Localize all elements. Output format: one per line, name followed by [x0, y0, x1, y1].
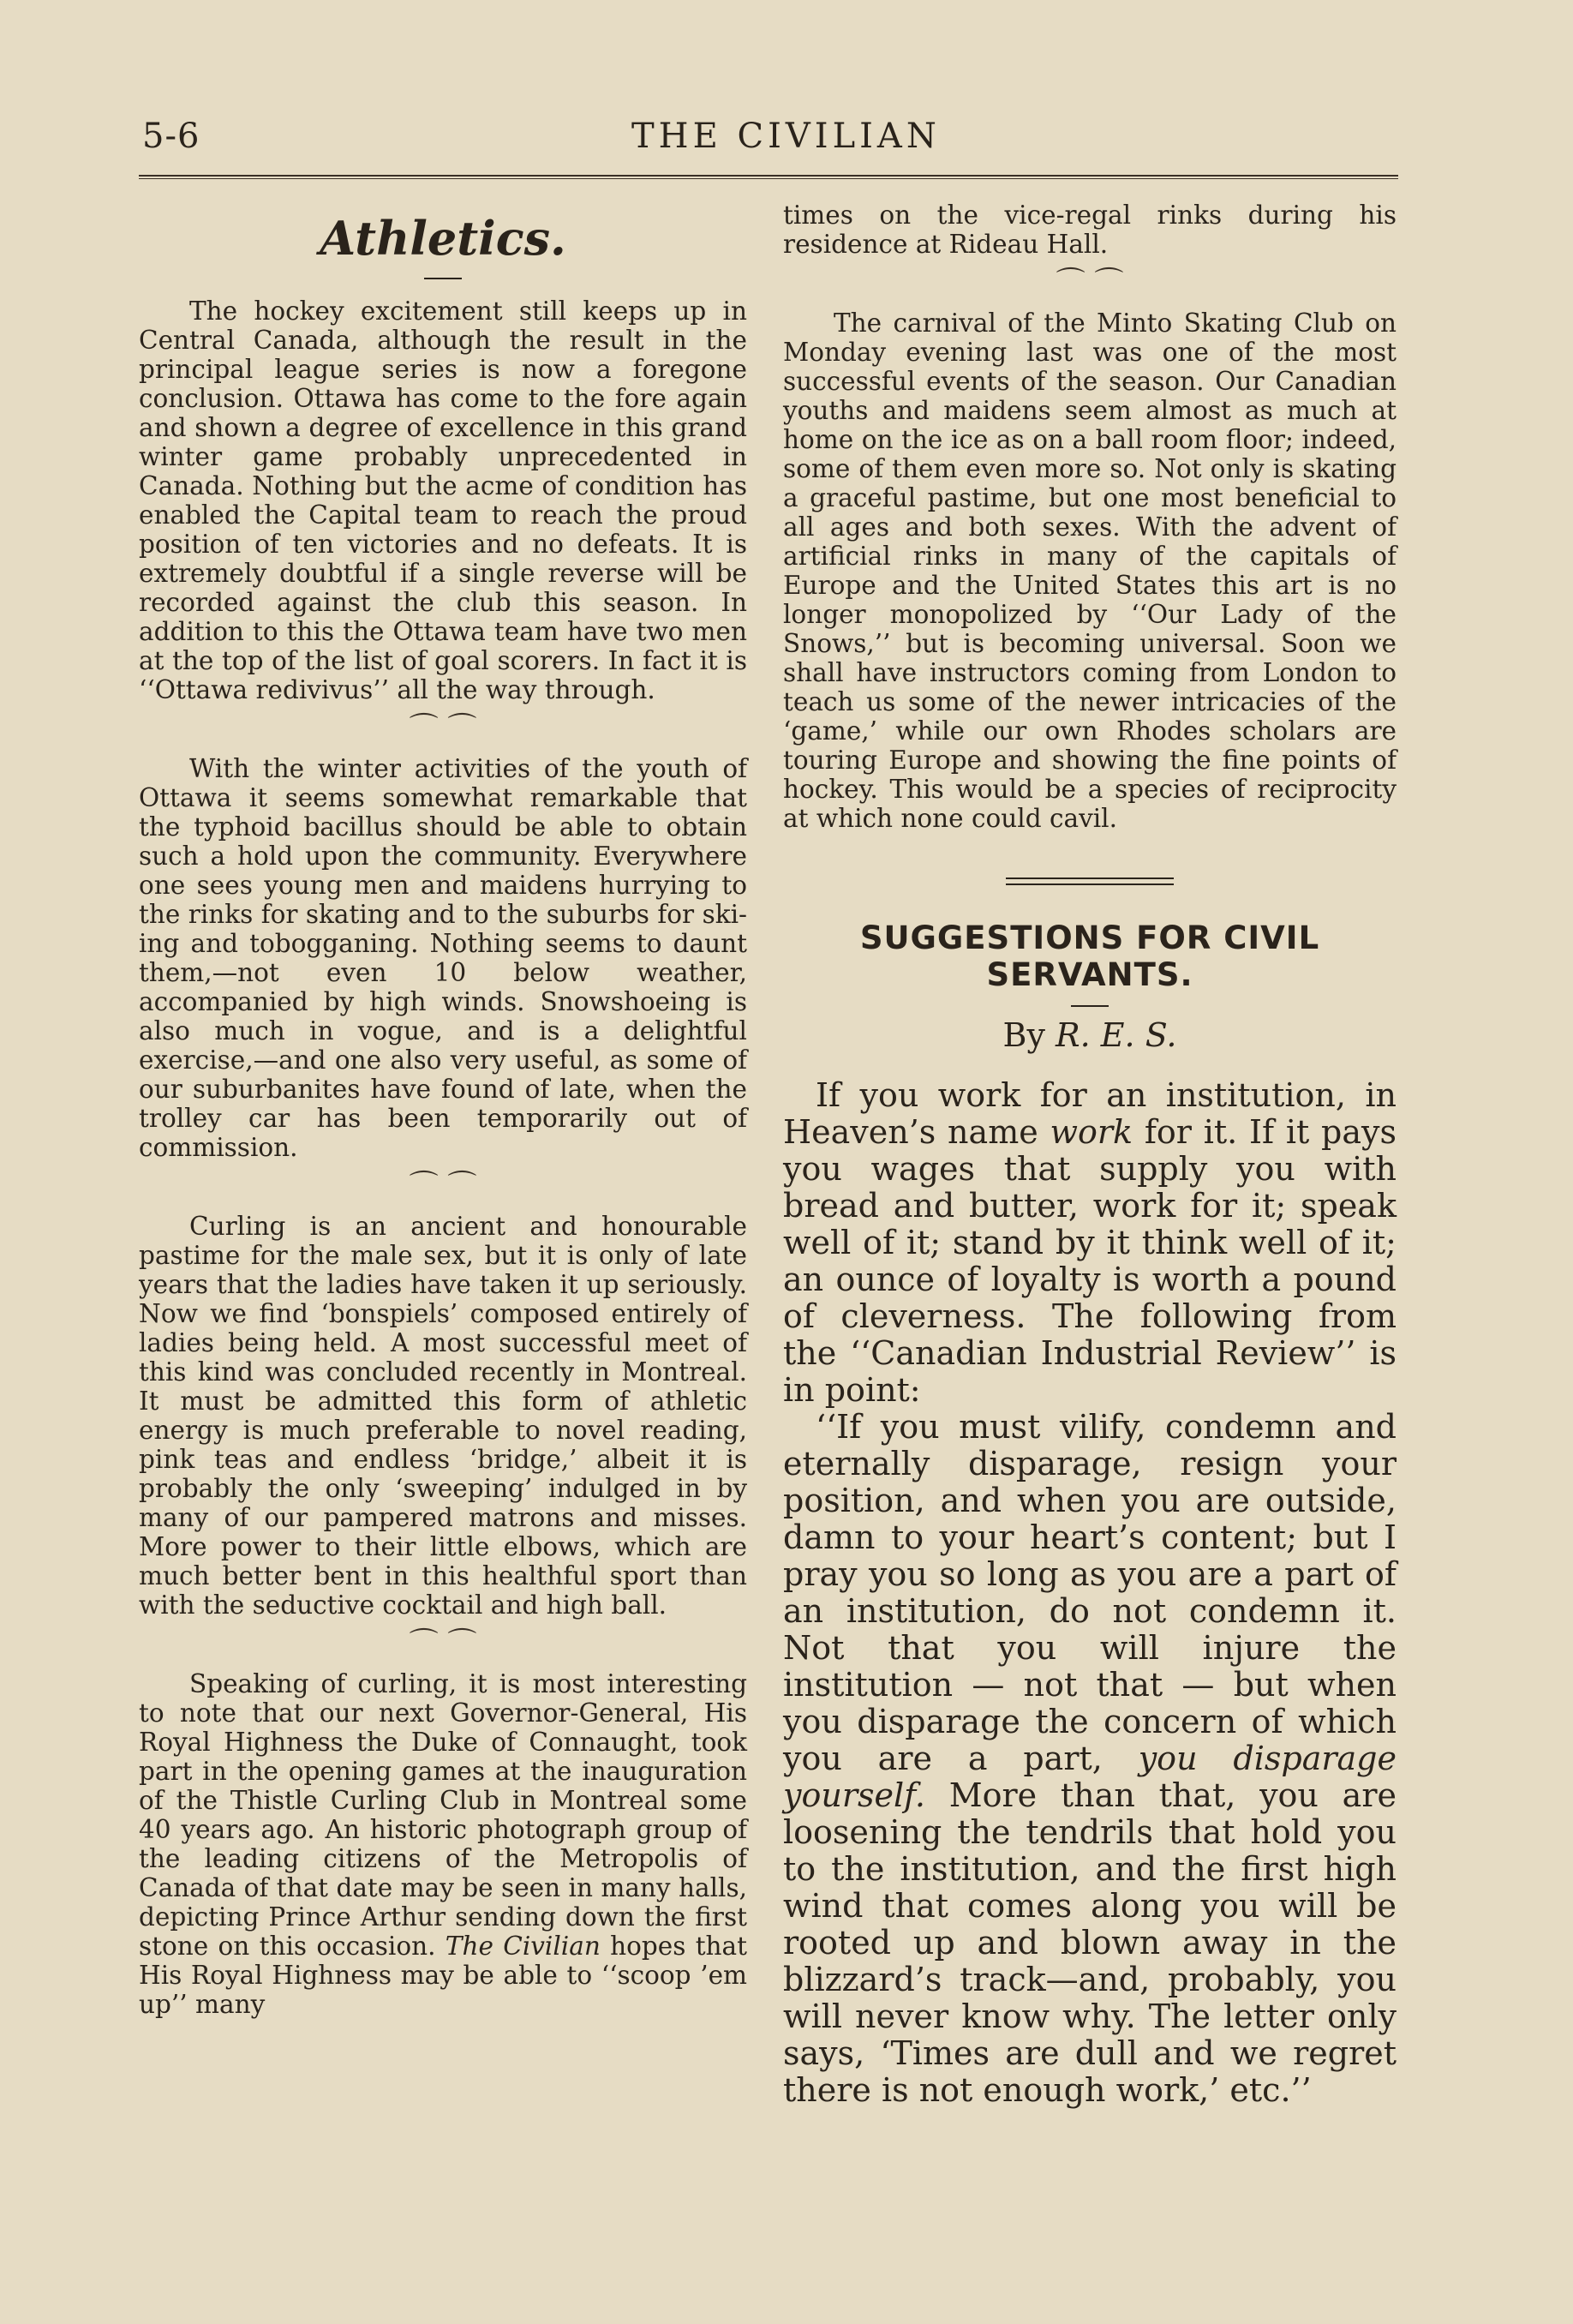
- title-dash: [424, 278, 462, 279]
- p2-italic: you disparage yourself.: [783, 1740, 1397, 1814]
- page-number: 5-6: [142, 117, 200, 156]
- suggestions-paragraph-1: [783, 1077, 1397, 1409]
- page-header: [139, 113, 1398, 165]
- para4-tail: hopes that His Royal Highness may be able to ‘‘scoop ’em up’’ many: [139, 1932, 748, 2019]
- left-column: [139, 201, 747, 2019]
- para4-italic: The Civilian: [445, 1932, 601, 1961]
- p1-end: for it. If it pays you wages that supply you with bread and butter, work for it; speak well of it; stand by it think well of it; an ounce of loyalty is worth a pound of cleverness. The following from the ‘‘Canadian Industrial Review’’ is in point:: [783, 1113, 1397, 1409]
- athletics-continuation: times on the vice-regal rinks during his residence at Rideau Hall.: [783, 201, 1397, 259]
- suggestions-title: SUGGESTIONS FOR CIVIL SERVANTS.: [859, 919, 1320, 993]
- ornament-divider: ⌒ ⌒: [409, 1169, 477, 1203]
- p1-italic: work: [1050, 1113, 1133, 1151]
- ornament-divider: ⌒ ⌒: [409, 1626, 477, 1661]
- athletics-paragraph-4: [139, 1669, 747, 2019]
- p2-end: More than that, you are loosening the tendrils that hold you to the institution, and the first high wind that comes along you will be rooted up and blown away in the blizzard’s track—and, probably, you will never know why. The letter only says, ‘Times are dull and we regret there is not enough work,’ etc.’’: [783, 1776, 1397, 2109]
- athletics-paragraph-3: Curling is an ancient and honourable pastime for the male sex, but it is only of late years that the ladies have taken it up seriously. Now we find ‘bonspiels’ composed entirely of ladies being held. A most successful meet of this kind was concluded recently in Montreal. It must be admitted this form of athletic energy is much preferable to novel reading, pink teas and endless ‘bridge,’ albeit it is probably the only ‘sweeping’ indulged in by many of our pampered matrons and misses. More power to their little elbows, which are much better bent in this healthful sport than with the seductive cocktail and high ball.: [139, 1212, 747, 1620]
- p1-start: If you work for an institution, in Heaven’s name: [783, 1076, 1397, 1151]
- ornament-divider: ⌒ ⌒: [409, 711, 477, 746]
- title-dash: [1071, 1005, 1109, 1007]
- athletics-paragraph-2: With the winter activities of the youth of Ottawa it seems somewhat remarkable that the typhoid bacillus should be able to obtain such a hold upon the community. Everywhere one sees young men and maidens hurrying to the rinks for skating and to the suburbs for ski-ing and tobogganing. Nothing seems to daunt them,—not even 10 below weather, accompanied by high winds. Snowshoeing is also much in vogue, and is a delightful exercise,—and one also very useful, as some of our suburbanites have found of late, when the trolley car has been temporarily out of commission.: [139, 754, 747, 1162]
- athletics-title: Athletics.: [320, 211, 566, 266]
- header-rule: [139, 175, 1398, 179]
- athletics-paragraph-1: The hockey excitement still keeps up in Central Canada, although the result in the principal league series is now a foregone conclusion. Ottawa has come to the fore again and shown a degree of excellence in this grand winter game probably unprecedented in Canada. Nothing but the acme of condition has enabled the Capital team to reach the proud position of ten victories and no defeats. It is extremely doubtful if a single reverse will be recorded against the club this season. In addition to this the Ottawa team have two men at the top of the list of goal scorers. In fact it is ‘‘Ottawa redivivus’’ all the way through.: [139, 296, 747, 704]
- suggestions-paragraph-2: [783, 1409, 1397, 2109]
- carnival-paragraph: The carnival of the Minto Skating Club on Monday evening last was one of the most successful events of the season. Our Canadian youths and maidens seem almost as much at home on the ice as on a ball room floor; indeed, some of them even more so. Not only is skating a graceful pastime, but one most beneficial to all ages and both sexes. With the advent of artificial rinks in many of the capitals of Europe and the United States this art is no longer monopolized by ‘‘Our Lady of the Snows,’’ but is becoming universal. Soon we shall have instructors coming from London to teach us some of the newer intricacies of the ‘game,’ while our own Rhodes scholars are touring Europe and showing the fine points of hockey. This would be a species of reciprocity at which none could cavil.: [783, 308, 1397, 833]
- right-column: [783, 201, 1397, 2109]
- byline-initials: R. E. S.: [1056, 1016, 1177, 1054]
- byline-prefix: By: [1002, 1016, 1045, 1054]
- section-double-rule: [1006, 877, 1174, 885]
- p2-start: ‘‘If you must vilify, condemn and eternally disparage, resign your position, and when you are outside, damn to your heart’s content; but I pray you so long as you are a part of an institution, do not condemn it. Not that you will injure the institution — not that — but when you disparage the concern of which you are a part,: [783, 1408, 1397, 1777]
- byline: [783, 1014, 1397, 1057]
- ornament-divider: ⌒ ⌒: [1056, 266, 1124, 300]
- para4-body: Speaking of curling, it is most interesting to note that our next Governor-General, His Royal Highness the Duke of Connaught, took part in the opening games at the inauguration of the Thistle Curling Club in Montreal some 40 years ago. An historic photograph group of the leading citizens of the Metropolis of Canada of that date may be seen in many halls, depicting Prince Arthur sending down the first stone on this occasion.: [139, 1669, 747, 1961]
- journal-title: THE CIVILIAN: [631, 117, 941, 156]
- suggestions-body: [783, 1077, 1397, 2109]
